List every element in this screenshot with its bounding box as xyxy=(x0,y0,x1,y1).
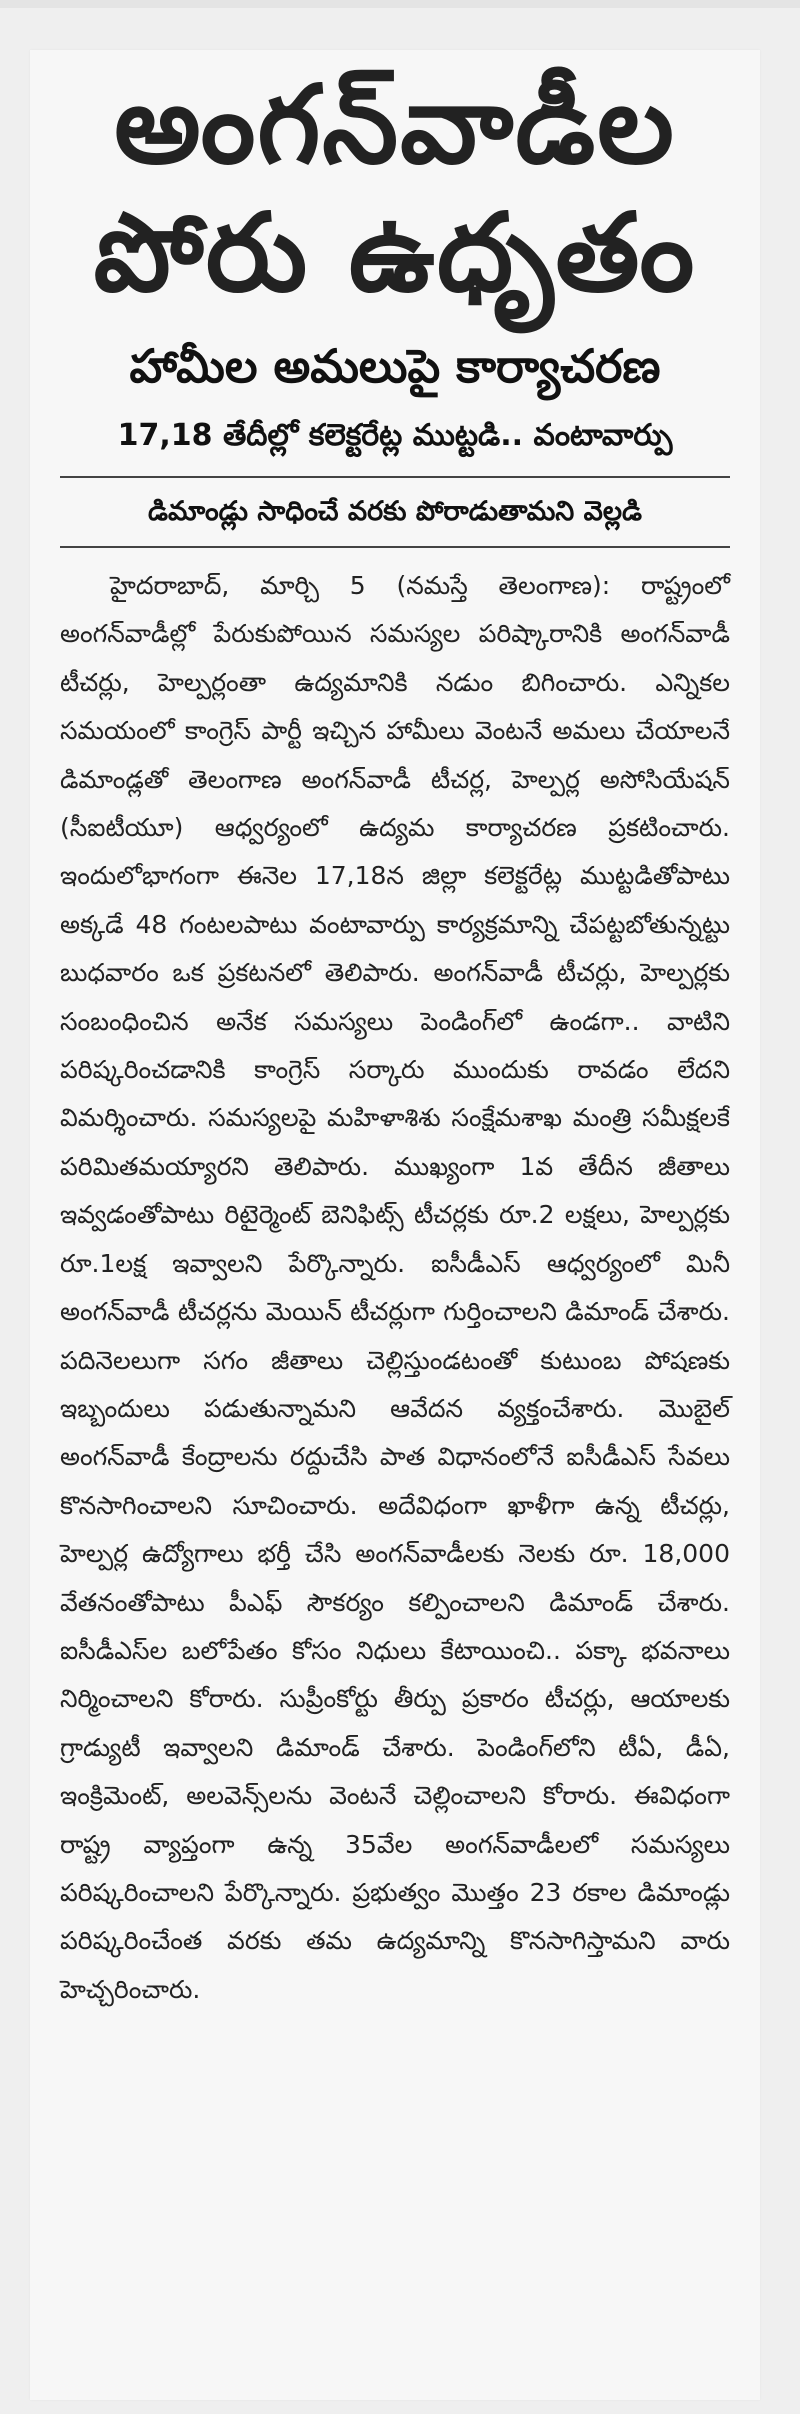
deck: డిమాండ్లు సాధించే వరకు పోరాడుతామని వెల్లడి xyxy=(148,496,642,527)
headline xyxy=(30,50,760,318)
page-top-edge xyxy=(0,0,800,8)
headline-line-2: పోరు ఉధృతం xyxy=(93,191,697,316)
article-body: హైదరాబాద్‌, మార్చి 5 (నమస్తే తెలంగాణ): రాష్ట్రంలో అంగన్‌వాడీల్లో పేరుకుపోయిన సమస్యల పరిష్కారానికి అంగన్‌వాడీ టీచర్లు, హెల్పర్లంతా ఉద్యమానికి నడుం బిగించారు. ఎన్నికల సమయంలో కాంగ్రెస్‌ పార్టీ ఇచ్చిన హామీలు వెంటనే అమలు చేయాలనే డిమాండ్లతో తెలంగాణ అంగన్‌వాడీ టీచర్ల, హెల్పర్ల అసోసియేషన్‌ (సీఐటీయూ) ఆధ్వర్యంలో ఉద్యమ కార్యాచరణ ప్రకటించారు. ఇందులోభాగంగా ఈనెల 17,18న జిల్లా కలెక్టరేట్ల ముట్టడితోపాటు అక్కడే 48 గంటలపాటు వంటావార్పు కార్యక్రమాన్ని చేపట్టబోతున్నట్టు బుధవారం ఒక ప్రకటనలో తెలిపారు. అంగన్‌వాడీ టీచర్లు, హెల్పర్లకు సంబంధించిన అనేక సమస్యలు పెండింగ్‌లో ఉండగా.. వాటిని పరిష్కరించడానికి కాంగ్రెస్‌ సర్కారు ముందుకు రావడం లేదని విమర్శించారు. సమస్యలపై మహిళాశిశు సంక్షేమశాఖ మంత్రి సమీక్షలకే పరిమితమయ్యారని తెలిపారు. ముఖ్యంగా 1వ తేదీన జీతాలు ఇవ్వడంతోపాటు రిటైర్మెంట్‌ బెనిఫిట్స్‌ టీచర్లకు రూ.2 లక్షలు, హెల్పర్లకు రూ.1లక్ష ఇవ్వాలని పేర్కొన్నారు. ఐసీడీఎస్‌ ఆధ్వర్యంలో మినీ అంగన్‌వాడీ టీచర్లను మెయిన్‌ టీచర్లుగా గుర్తించాలని డిమాండ్‌ చేశారు. పదినెలలుగా సగం జీతాలు చెల్లిస్తుండటంతో కుటుంబ పోషణకు ఇబ్బందులు పడుతున్నామని ఆవేదన వ్యక్తంచేశారు. మొబైల్‌ అంగన్‌వాడీ కేంద్రాలను రద్దుచేసి పాత విధానంలోనే ఐసీడీఎస్‌ సేవలు కొనసాగించాలని సూచించారు. అదేవిధంగా ఖాళీగా ఉన్న టీచర్లు, హెల్పర్ల ఉద్యోగాలు భర్తీ చేసి అంగన్‌వాడీలకు నెలకు రూ. 18,000 వేతనంతోపాటు పీఎఫ్‌ సౌకర్యం కల్పించాలని డిమాండ్‌ చేశారు. ఐసీడీఎస్‌ల బలోపేతం కోసం నిధులు కేటాయించి.. పక్కా భవనాలు నిర్మించాలని కోరారు. సుప్రీంకోర్టు తీర్పు ప్రకారం టీచర్లు, ఆయాలకు గ్రాడ్యుటీ ఇవ్వాలని డిమాండ్‌ చేశారు. పెండింగ్‌లోని టీఏ, డీఏ, ఇంక్రిమెంట్‌, అలవెన్స్‌లను వెంటనే చెల్లించాలని కోరారు. ఈవిధంగా రాష్ట్ర వ్యాప్తంగా ఉన్న 35వేల అంగన్‌వాడీలలో సమస్యలు పరిష్కరించాలని పేర్కొన్నారు. ప్రభుత్వం మొత్తం 23 రకాల డిమాండ్లు పరిష్కరించేంత వరకు తమ ఉద్యమాన్ని కొనసాగిస్తామని వారు హెచ్చరించారు. xyxy=(60,571,730,2004)
headline-line-1: అంగన్‌వాడీల xyxy=(114,63,676,188)
subheadline: హామీల అమలుపై కార్యాచరణ xyxy=(129,339,661,393)
newspaper-clipping xyxy=(30,50,760,2400)
kicker: 17,18 తేదీల్లో కలెక్టరేట్ల ముట్టడి.. వంటావార్పు xyxy=(117,418,673,453)
divider-top xyxy=(60,476,730,478)
